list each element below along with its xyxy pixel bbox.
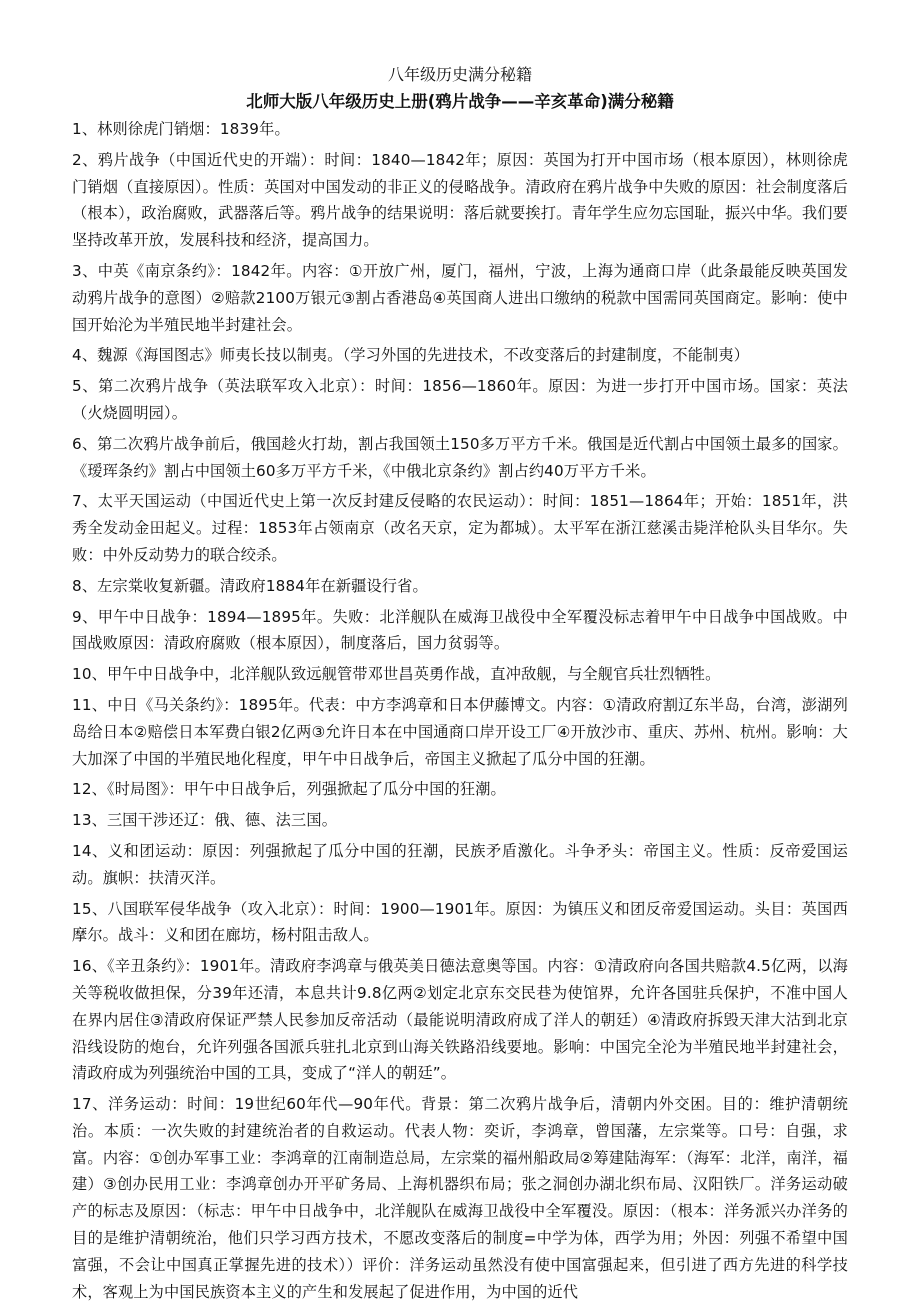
list-item: 14、义和团运动：原因：列强掀起了瓜分中国的狂潮，民族矛盾激化。斗争矛头：帝国主义。性质：反帝爱国运动。旗帜：扶清灭洋。 xyxy=(72,841,848,887)
list-item: 8、左宗棠收复新疆。清政府1884年在新疆设行省。 xyxy=(72,576,428,595)
list-item: 4、魏源《海国图志》师夷长技以制夷。（学习外国的先进技术，不改变落后的封建制度，不能制夷） xyxy=(72,346,750,365)
list-item: 12、《时局图》：甲午中日战争后，列强掀起了瓜分中国的狂潮。 xyxy=(72,780,506,799)
list-item: 6、第二次鸦片战争前后，俄国趁火打劫，割占我国领土150多万平方千米。俄国是近代割占中国领土最多的国家。《瑷珲条约》割占中国领土60多万平方千米，《中俄北京条约》割占约40万平方千米。 xyxy=(72,434,848,480)
list-item: 10、甲午中日战争中，北洋舰队致远舰管带邓世昌英勇作战，直冲敌舰，与全舰官兵壮烈牺牲。 xyxy=(72,665,721,684)
list-item: 15、八国联军侵华战争（攻入北京）：时间：1900—1901年。原因：为镇压义和团反帝爱国运动。头目：英国西摩尔。战斗：义和团在廊坊，杨村阻击敌人。 xyxy=(72,899,848,945)
list-item: 7、太平天国运动（中国近代史上第一次反封建反侵略的农民运动）：时间：1851—1864年；开始：1851年，洪秀全发动金田起义。过程：1853年占领南京（改名天京，定为都城）。太平军在浙江慈溪击毙洋枪队头目华尔。失败：中外反动势力的联合绞杀。 xyxy=(72,492,848,564)
list-item: 5、第二次鸦片战争（英法联军攻入北京）：时间：1856—1860年。原因：为进一步打开中国市场。国家：英法（火烧圆明园）。 xyxy=(72,377,848,422)
list-item: 16、《辛丑条约》：1901年。清政府李鸿章与俄英美日德法意奥等国。内容：①清政府向各国共赔款4.5亿两，以海关等税收做担保，分39年还清，本息共计9.8亿两②划定北京东交民巷为使馆界，允许各国驻兵保护，不准中国人在界内居住③清政府保证严禁人民参加反帝活动（最能说明清政府成了洋人的朝廷）④清政府拆毁天津大沽到北京沿线设防的炮台，允许列强各国派兵驻扎北京到山海关铁路沿线要地。影响：中国完全沦为半殖民地半封建社会，清政府成为列强统治中国的工具，变成了“洋人的朝廷”。 xyxy=(72,957,848,1083)
list-item: 9、甲午中日战争：1894—1895年。失败：北洋舰队在威海卫战役中全军覆没标志着甲午中日战争中国战败。中国战败原因：清政府腐败（根本原因），制度落后，国力贫弱等。 xyxy=(72,607,848,653)
list-item: 13、三国干涉还辽：俄、德、法三国。 xyxy=(72,811,338,830)
list-item: 11、中日《马关条约》：1895年。代表：中方李鸿章和日本伊藤博文。内容：①清政府割辽东半岛，台湾，澎湖列岛给日本②赔偿日本军费白银2亿两③允许日本在中国通商口岸开设工厂④开放沙市、重庆、苏州、杭州。影响：大大加深了中国的半殖民地化程度，甲午中日战争后，帝国主义掀起了瓜分中国的狂潮。 xyxy=(72,695,848,768)
document-title: 北师大版八年级历史上册(鸦片战争——辛亥革命)满分秘籍 xyxy=(246,92,674,111)
list-item: 2、鸦片战争（中国近代史的开端）：时间：1840—1842年；原因：英国为打开中国市场（根本原因），林则徐虎门销烟（直接原因）。性质：英国对中国发动的非正义的侵略战争。清政府在鸦片战争中失败的原因：社会制度落后（根本），政治腐败，武器落后等。鸦片战争的结果说明：落后就要挨打。青年学生应勿忘国耻，振兴中华。我们要坚持改革开放，发展科技和经济，提高国力。 xyxy=(72,150,848,250)
list-item: 17、洋务运动：时间：19世纪60年代—90年代。背景：第二次鸦片战争后，清朝内外交困。目的：维护清朝统治。本质：一次失败的封建统治者的自救运动。代表人物：奕䜣，李鸿章，曾国藩，左宗棠等。口号：自强，求富。内容：①创办军事工业：李鸿章的江南制造总局，左宗棠的福州船政局②筹建陆海军：（海军：北洋，南洋，福建）③创办民用工业：李鸿章创办开平矿务局、上海机器织布局；张之洞创办湖北织布局、汉阳铁厂。洋务运动破产的标志及原因：（标志：甲午中日战争中，北洋舰队在威海卫战役中全军覆没。原因：（根本：洋务派兴办洋务的目的是维护清朝统治，他们只学习西方技术，不愿改变落后的制度=中学为体，西学为用；外因：列强不希望中国富强，不会让中国真正掌握先进的技术））评价：洋务运动虽然没有使中国富强起来，但引进了西方先进的科学技术，客观上为中国民族资本主义的产生和发展起了促进作用，为中国的近代 xyxy=(72,1095,848,1301)
list-item: 3、中英《南京条约》：1842年。内容：①开放广州，厦门，福州，宁波，上海为通商口岸（此条最能反映英国发动鸦片战争的意图）②赔款2100万银元③割占香港岛④英国商人进出口缴纳的税款中国需同英国商定。影响：使中国开始沦为半殖民地半封建社会。 xyxy=(72,261,848,334)
page-header: 八年级历史满分秘籍 xyxy=(387,65,532,84)
list-item: 1、林则徐虎门销烟：1839年。 xyxy=(72,120,290,138)
